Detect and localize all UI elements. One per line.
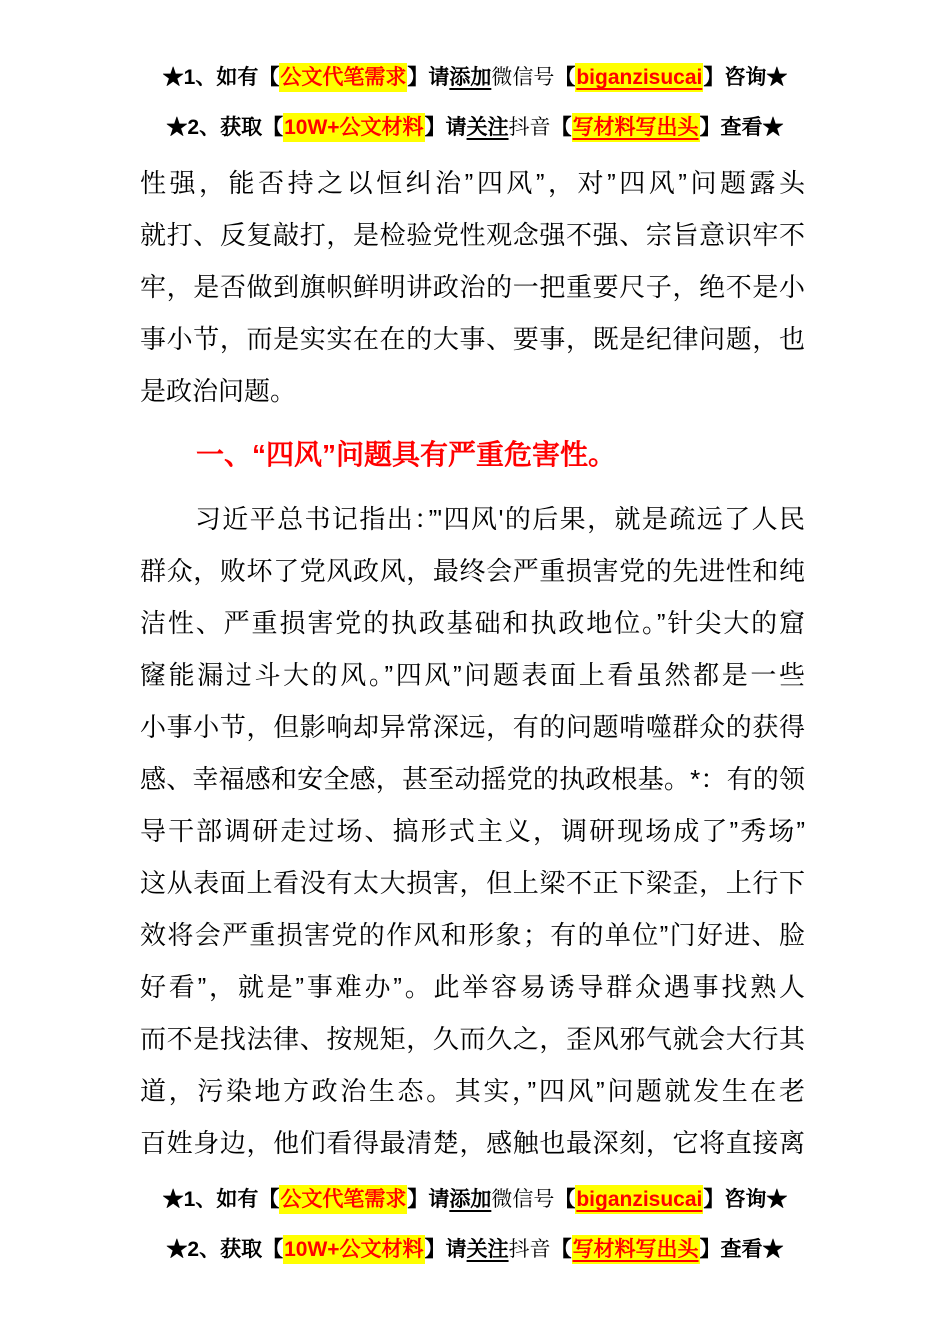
promo-segment: 【 — [554, 1188, 576, 1211]
text-line: 而不是找法律、按规矩，久而久之，歪风邪气就会大行其 — [140, 1024, 805, 1054]
promo-segment: biganzisucai — [575, 1185, 703, 1214]
promo-footer-line-1 — [0, 1175, 950, 1225]
promo-segment: 写材料写出头 — [572, 113, 700, 142]
text-line: 是政治问题。 — [140, 376, 297, 406]
text-line: 牢，是否做到旗帜鲜明讲政治的一把重要尺子，绝不是小 — [140, 272, 805, 302]
promo-segment: 10W+公文材料 — [283, 1235, 424, 1264]
text-line: 百姓身边，他们看得最清楚，感触也最深刻，它将直接离 — [140, 1128, 805, 1158]
promo-segment: ★2、获取【 — [166, 116, 284, 139]
promo-segment: 微信号 — [491, 66, 555, 89]
text-line: 事小节，而是实实在在的大事、要事，既是纪律问题，也 — [140, 324, 805, 354]
text-line: 就打、反复敲打，是检验党性观念强不强、宗旨意识牢不 — [140, 220, 805, 250]
promo-segment: 添加 — [449, 66, 492, 89]
text-line: 习近平总书记指出：”'四风'的后果，就是疏远了人民 — [140, 504, 805, 534]
promo-segment: 公文代笔需求 — [279, 1185, 407, 1214]
promo-segment: biganzisucai — [575, 63, 703, 92]
promo-segment: 【 — [550, 116, 572, 139]
promo-segment: 】查看★ — [699, 1238, 784, 1261]
promo-segment: 抖音 — [508, 1238, 551, 1261]
text-line: 这从表面上看没有太大损害，但上梁不正下梁歪，上行下 — [140, 868, 805, 898]
promo-segment: 】咨询★ — [703, 66, 788, 89]
text-line: 洁性、严重损害党的执政基础和执政地位。”针尖大的窟 — [140, 608, 805, 638]
promo-segment: 】请 — [407, 1188, 450, 1211]
promo-segment: ★1、如有【 — [162, 66, 280, 89]
promo-segment: 关注 — [466, 1238, 509, 1261]
promo-segment: 写材料写出头 — [572, 1235, 700, 1264]
promo-segment: 公文代笔需求 — [279, 63, 407, 92]
promo-header-line-1 — [0, 53, 950, 103]
promo-footer-line-2 — [0, 1225, 950, 1275]
promo-segment: 关注 — [466, 116, 509, 139]
paragraph-continuation — [140, 157, 805, 417]
text-line: 小事小节，但影响却异常深远，有的问题啃噬群众的获得 — [140, 712, 805, 742]
text-line: 好看”，就是”事难办”。此举容易诱导群众遇事找熟人 — [140, 972, 805, 1002]
promo-header-line-2 — [0, 103, 950, 153]
promo-segment: 微信号 — [491, 1188, 555, 1211]
text-line: 群众，败坏了党风政风，最终会严重损害党的先进性和纯 — [140, 556, 805, 586]
paragraph-main — [140, 493, 805, 1169]
promo-segment: ★2、获取【 — [166, 1238, 284, 1261]
section-heading: 一、“四风”问题具有严重危害性。 — [196, 439, 617, 470]
document-body — [140, 157, 805, 1169]
promo-segment: 10W+公文材料 — [283, 113, 424, 142]
promo-segment: 【 — [554, 66, 576, 89]
promo-segment: 】请 — [424, 1238, 467, 1261]
promo-footer — [0, 1175, 950, 1275]
promo-segment: 】咨询★ — [703, 1188, 788, 1211]
promo-segment: 抖音 — [508, 116, 551, 139]
promo-segment: 】查看★ — [699, 116, 784, 139]
promo-segment: 【 — [550, 1238, 572, 1261]
promo-header — [0, 0, 950, 153]
promo-segment: 】请 — [407, 66, 450, 89]
text-line: 道，污染地方政治生态。其实，”四风”问题就发生在老 — [140, 1076, 805, 1106]
text-line: 窿能漏过斗大的风。”四风”问题表面上看虽然都是一些 — [140, 660, 805, 690]
text-line: 感、幸福感和安全感，甚至动摇党的执政根基。*：有的领 — [140, 764, 805, 794]
promo-segment: 】请 — [424, 116, 467, 139]
text-line: 导干部调研走过场、搞形式主义，调研现场成了”秀场” — [140, 816, 805, 846]
text-line: 效将会严重损害党的作风和形象；有的单位”门好进、脸 — [140, 920, 805, 950]
promo-segment: ★1、如有【 — [162, 1188, 280, 1211]
text-line: 性强，能否持之以恒纠治”四风”，对”四风”问题露头 — [140, 168, 805, 198]
promo-segment: 添加 — [449, 1188, 492, 1211]
